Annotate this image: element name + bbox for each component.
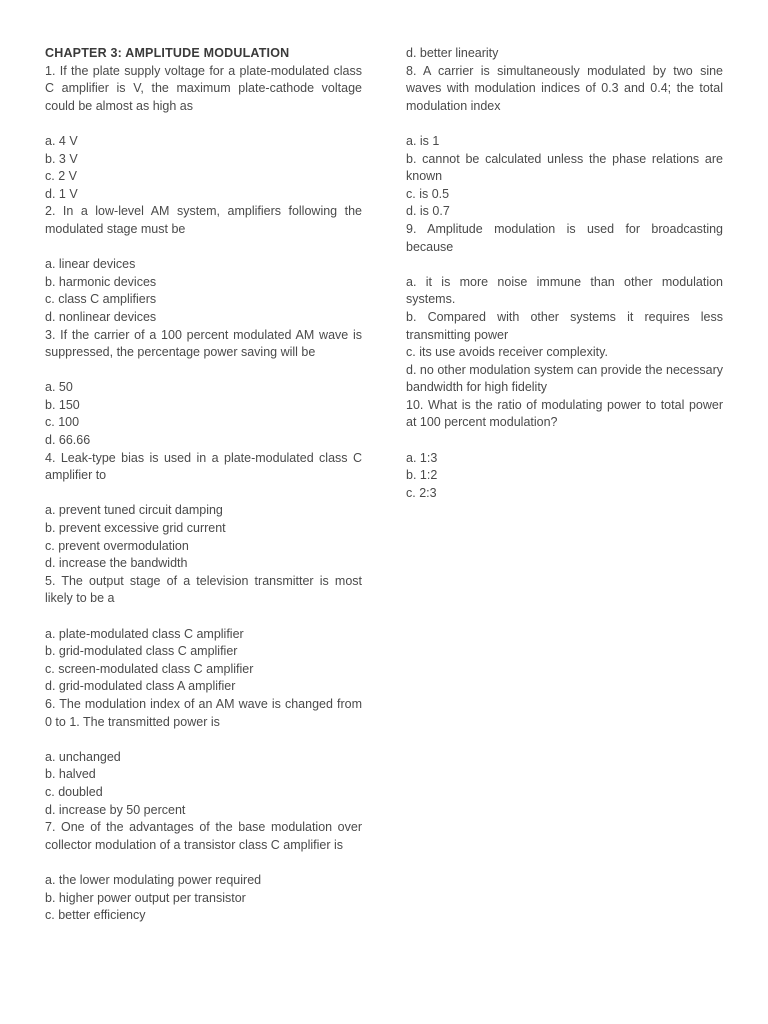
answer-option: c. doubled [45,784,103,799]
answer-option: c. 100 [45,415,80,430]
answer-option: d. better linearity [406,46,499,60]
answer-option: a. the lower modulating power required [45,872,262,887]
answer-option: a. linear devices [45,257,136,272]
answer-option: b. grid-modulated class C amplifier [45,644,238,659]
answer-option: b. Compared with other systems it requires less transmitting power [406,309,723,342]
left-column [45,45,362,925]
answer-option: a. 50 [45,380,73,395]
answer-option: b. 1:2 [406,468,438,483]
answer-option: a. plate-modulated class C amplifier [45,626,244,641]
answer-option: a. 1:3 [406,450,438,465]
blank-line [45,239,362,257]
question-text: 4. Leak-type bias is used in a plate-modulated class C amplifier to [45,450,362,483]
question-text: 6. The modulation index of an AM wave is changed from 0 to 1. The transmitted power is [45,696,362,729]
blank-line [45,485,362,503]
answer-option: a. is 1 [406,133,440,148]
answer-option: d. 66.66 [45,433,91,448]
right-question-list [406,45,723,502]
answer-option: b. 150 [45,397,80,412]
answer-option: b. 3 V [45,151,78,166]
answer-option: c. screen-modulated class C amplifier [45,661,254,676]
answer-option: a. unchanged [45,749,121,764]
answer-option: b. halved [45,767,96,782]
answer-option: c. 2:3 [406,485,437,500]
question-text: 5. The output stage of a television transmitter is most likely to be a [45,573,362,606]
answer-option: d. increase the bandwidth [45,556,188,571]
answer-option: a. it is more noise immune than other modulation systems. [406,274,723,307]
blank-line [45,362,362,380]
answer-option: d. increase by 50 percent [45,802,186,817]
question-text: 3. If the carrier of a 100 percent modulated AM wave is suppressed, the percentage power saving will be [45,327,362,360]
question-text: 7. One of the advantages of the base modulation over collector modulation of a transistor class C amplifier is [45,820,362,852]
answer-option: d. 1 V [45,186,78,201]
left-question-list [45,63,362,925]
answer-option: c. its use avoids receiver complexity. [406,345,608,360]
answer-option: b. harmonic devices [45,274,157,289]
right-column [406,45,723,502]
blank-line [45,731,362,749]
blank-line [45,854,362,872]
question-text: 8. A carrier is simultaneously modulated by two sine waves with modulation indices of 0.3 and 0.4; the total modulation index [406,63,723,113]
answer-option: d. is 0.7 [406,204,450,219]
answer-option: c. 2 V [45,169,77,184]
answer-option: c. better efficiency [45,908,146,923]
answer-option: b. cannot be calculated unless the phase relations are known [406,151,723,184]
blank-line [406,432,723,450]
blank-line [406,115,723,133]
answer-option: c. class C amplifiers [45,292,157,307]
question-text: 2. In a low-level AM system, amplifiers following the modulated stage must be [45,204,362,236]
question-text: 9. Amplitude modulation is used for broadcasting because [406,221,723,254]
answer-option: a. 4 V [45,133,78,148]
blank-line [45,115,362,133]
blank-line [45,608,362,626]
answer-option: b. prevent excessive grid current [45,521,226,536]
answer-option: d. nonlinear devices [45,309,157,324]
answer-option: d. grid-modulated class A amplifier [45,679,236,694]
answer-option: c. is 0.5 [406,186,450,201]
chapter-title: CHAPTER 3: AMPLITUDE MODULATION [45,46,290,60]
answer-option: d. no other modulation system can provide the necessary bandwidth for high fidelity [406,362,723,395]
question-text: 1. If the plate supply voltage for a plate-modulated class C amplifier is V, the maximum plate-cathode voltage could be almost as high as [45,63,362,113]
blank-line [406,256,723,274]
answer-option: a. prevent tuned circuit damping [45,503,223,518]
answer-option: b. higher power output per transistor [45,890,246,905]
answer-option: c. prevent overmodulation [45,538,189,553]
question-text: 10. What is the ratio of modulating power to total power at 100 percent modulation? [406,397,723,430]
